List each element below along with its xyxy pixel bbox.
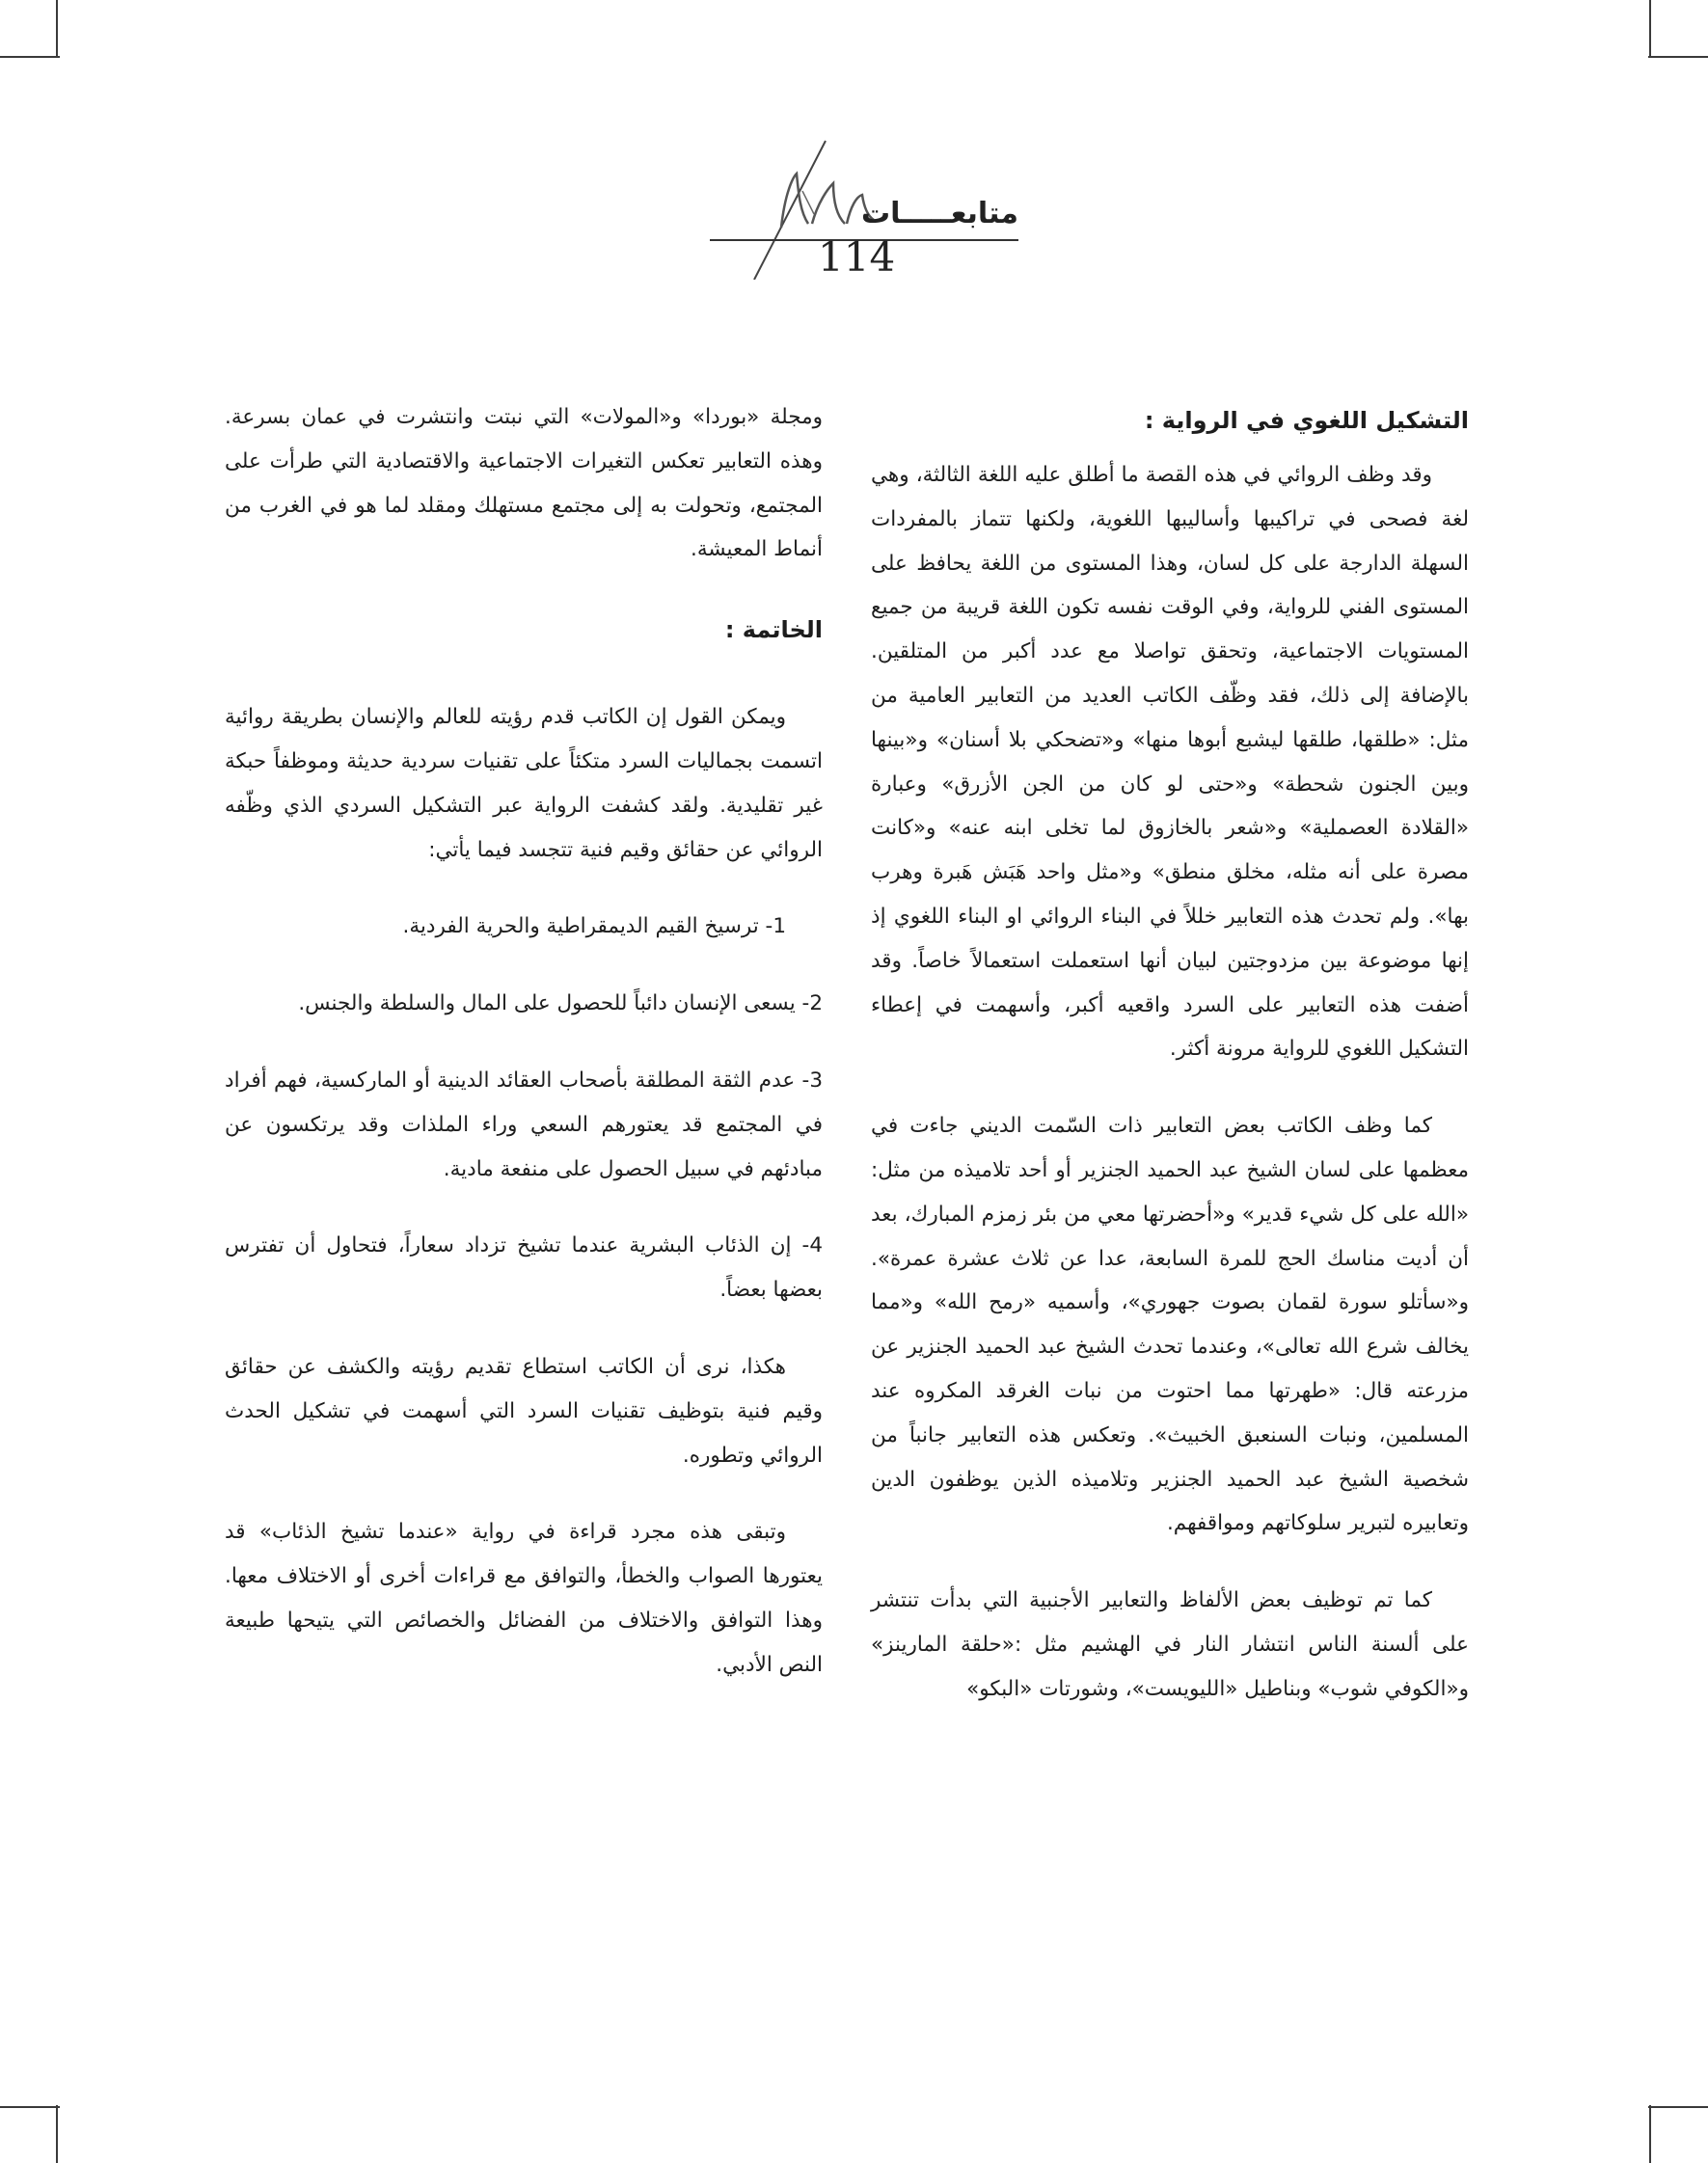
list-item: 3- عدم الثقة المطلقة بأصحاب العقائد الدينية أو الماركسية، فهم أفراد في المجتمع قد يعتورهم السعي وراء الملذات وقد يرتكسون عن مبادئهم في سبيل الحصول على منفعة مادية. — [225, 1068, 823, 1181]
body-paragraph: وقد وظف الروائي في هذه القصة ما أطلق عليه اللغة الثالثة، وهي لغة فصحى في تراكيبها وأساليبها اللغوية، ولكنها تتماز بالمفردات السهلة الدارجة على كل لسان، وهذا المستوى من اللغة يحافظ على المستوى الفني للرواية، وفي الوقت نفسه تكون اللغة قريبة من جميع المستويات الاجتماعية، وتحقق تواصلا مع عدد أكبر من المتلقين. بالإضافة إلى ذلك، فقد وظّف الكاتب العديد من التعابير العامية من مثل: «طلقها، طلقها ليشبع أبوها منها» و«تضحكي بلا أسنان» و«بينها وبين الجنون شحطة» و«حتى لو كان من الجن الأزرق» وعبارة «القلادة العصملية» و«شعر بالخازوق لما تخلى ابنه عنه» و«كانت مصرة على أنه مثله، مخلق منطق» و«مثل واحد هَبَش هَبرة وهرب بها». ولم تحدث هذه التعابير خللاً في البناء الروائي او البناء اللغوي إذ إنها موضوعة بين مزدوجتين لبيان أنها استعملت استعمالاً خاصاً. وقد أضفت هذه التعابير على السرد واقعيه أكبر، وأسهمت في إعطاء التشكيل اللغوي للرواية مرونة أكثر. — [871, 463, 1469, 1062]
section-label: متابعـــــات — [861, 197, 1018, 230]
right-column — [871, 395, 1469, 1712]
body-paragraph: هكذا، نرى أن الكاتب استطاع تقديم رؤيته والكشف عن حقائق وقيم فنية بتوظيف تقنيات السرد التي أسهمت في تشكيل الحدث الروائي وتطوره. — [225, 1354, 823, 1468]
left-column — [225, 395, 823, 1688]
body-paragraph: وتبقى هذه مجرد قراءة في رواية «عندما تشيخ الذئاب» قد يعتورها الصواب والخطأ، والتوافق مع قراءات أخرى أو الاختلاف معها. وهذا التوافق والاختلاف من الفضائل والخصائص التي يتيحها طبيعة النص الأدبي. — [225, 1520, 823, 1677]
body-paragraph: ويمكن القول إن الكاتب قدم رؤيته للعالم والإنسان بطريقة روائية اتسمت بجماليات السرد متكئاً على تقنيات سردية حديثة وموظفاً حبكة غير تقليدية. ولقد كشفت الرواية عبر التشكيل السردي الذي وظّفه الروائي عن حقائق وقيم فنية تتجسد فيما يأتي: — [225, 705, 823, 862]
crop-mark — [0, 56, 60, 58]
page-header — [675, 135, 1022, 289]
crop-mark — [1648, 56, 1708, 58]
crop-mark — [1649, 2105, 1651, 2163]
body-paragraph: كما تم توظيف بعض الألفاظ والتعابير الأجنبية التي بدأت تنتشر على ألسنة الناس انتشار النار في الهشيم مثل :«حلقة المارينز» و«الكوفي شوب» وبناطيل «الليويست»، وشورتات «البكو» — [871, 1588, 1469, 1701]
list-item: 4- إن الذئاب البشرية عندما تشيخ تزداد سعاراً، فتحاول أن تفترس بعضها بعضاً. — [225, 1233, 823, 1303]
list-item: 2- يسعى الإنسان دائباً للحصول على المال والسلطة والجنس. — [298, 991, 823, 1016]
list-item: 1- ترسيخ القيم الديمقراطية والحرية الفردية. — [402, 914, 786, 939]
section-heading: التشكيل اللغوي في الرواية : — [1144, 407, 1469, 434]
crop-mark — [1649, 0, 1651, 58]
body-paragraph: ومجلة «بوردا» و«المولات» التي نبتت وانتشرت في عمان بسرعة. وهذه التعابير تعكس التغيرات الاجتماعية والاقتصادية التي طرأت على المجتمع، وتحولت به إلى مجتمع مستهلك ومقلد لما هو في الغرب من أنماط المعيشة. — [225, 405, 823, 562]
page-number: 114 — [818, 233, 896, 281]
crop-mark — [56, 0, 58, 58]
body-paragraph: كما وظف الكاتب بعض التعابير ذات السّمت الديني جاءت في معظمها على لسان الشيخ عبد الحميد الجنزير أو أحد تلاميذه من مثل: «الله على كل شيء قدير» و«أحضرتها معي من بئر زمزم المبارك، بعد أن أديت مناسك الحج للمرة السابعة، عدا عن ثلاث عشرة عمرة». و«سأتلو سورة لقمان بصوت جهوري»، وأسميه «رمح الله» و«مما يخالف شرع الله تعالى»، وعندما تحدث الشيخ عبد الحميد الجنزير عن مزرعته قال: «طهرتها مما احتوت من نبات الغرقد المكروه عند المسلمين، ونبات السنعبق الخبيث». وتعكس هذه التعابير جانباً من شخصية الشيخ عبد الحميد الجنزير وتلاميذه الذين يوظفون الدين وتعابيره لتبرير سلوكاتهم ومواقفهم. — [871, 1114, 1469, 1536]
crop-mark — [0, 2106, 60, 2108]
crop-mark — [1648, 2106, 1708, 2108]
section-heading: الخاتمة : — [724, 616, 823, 644]
crop-mark — [56, 2105, 58, 2163]
